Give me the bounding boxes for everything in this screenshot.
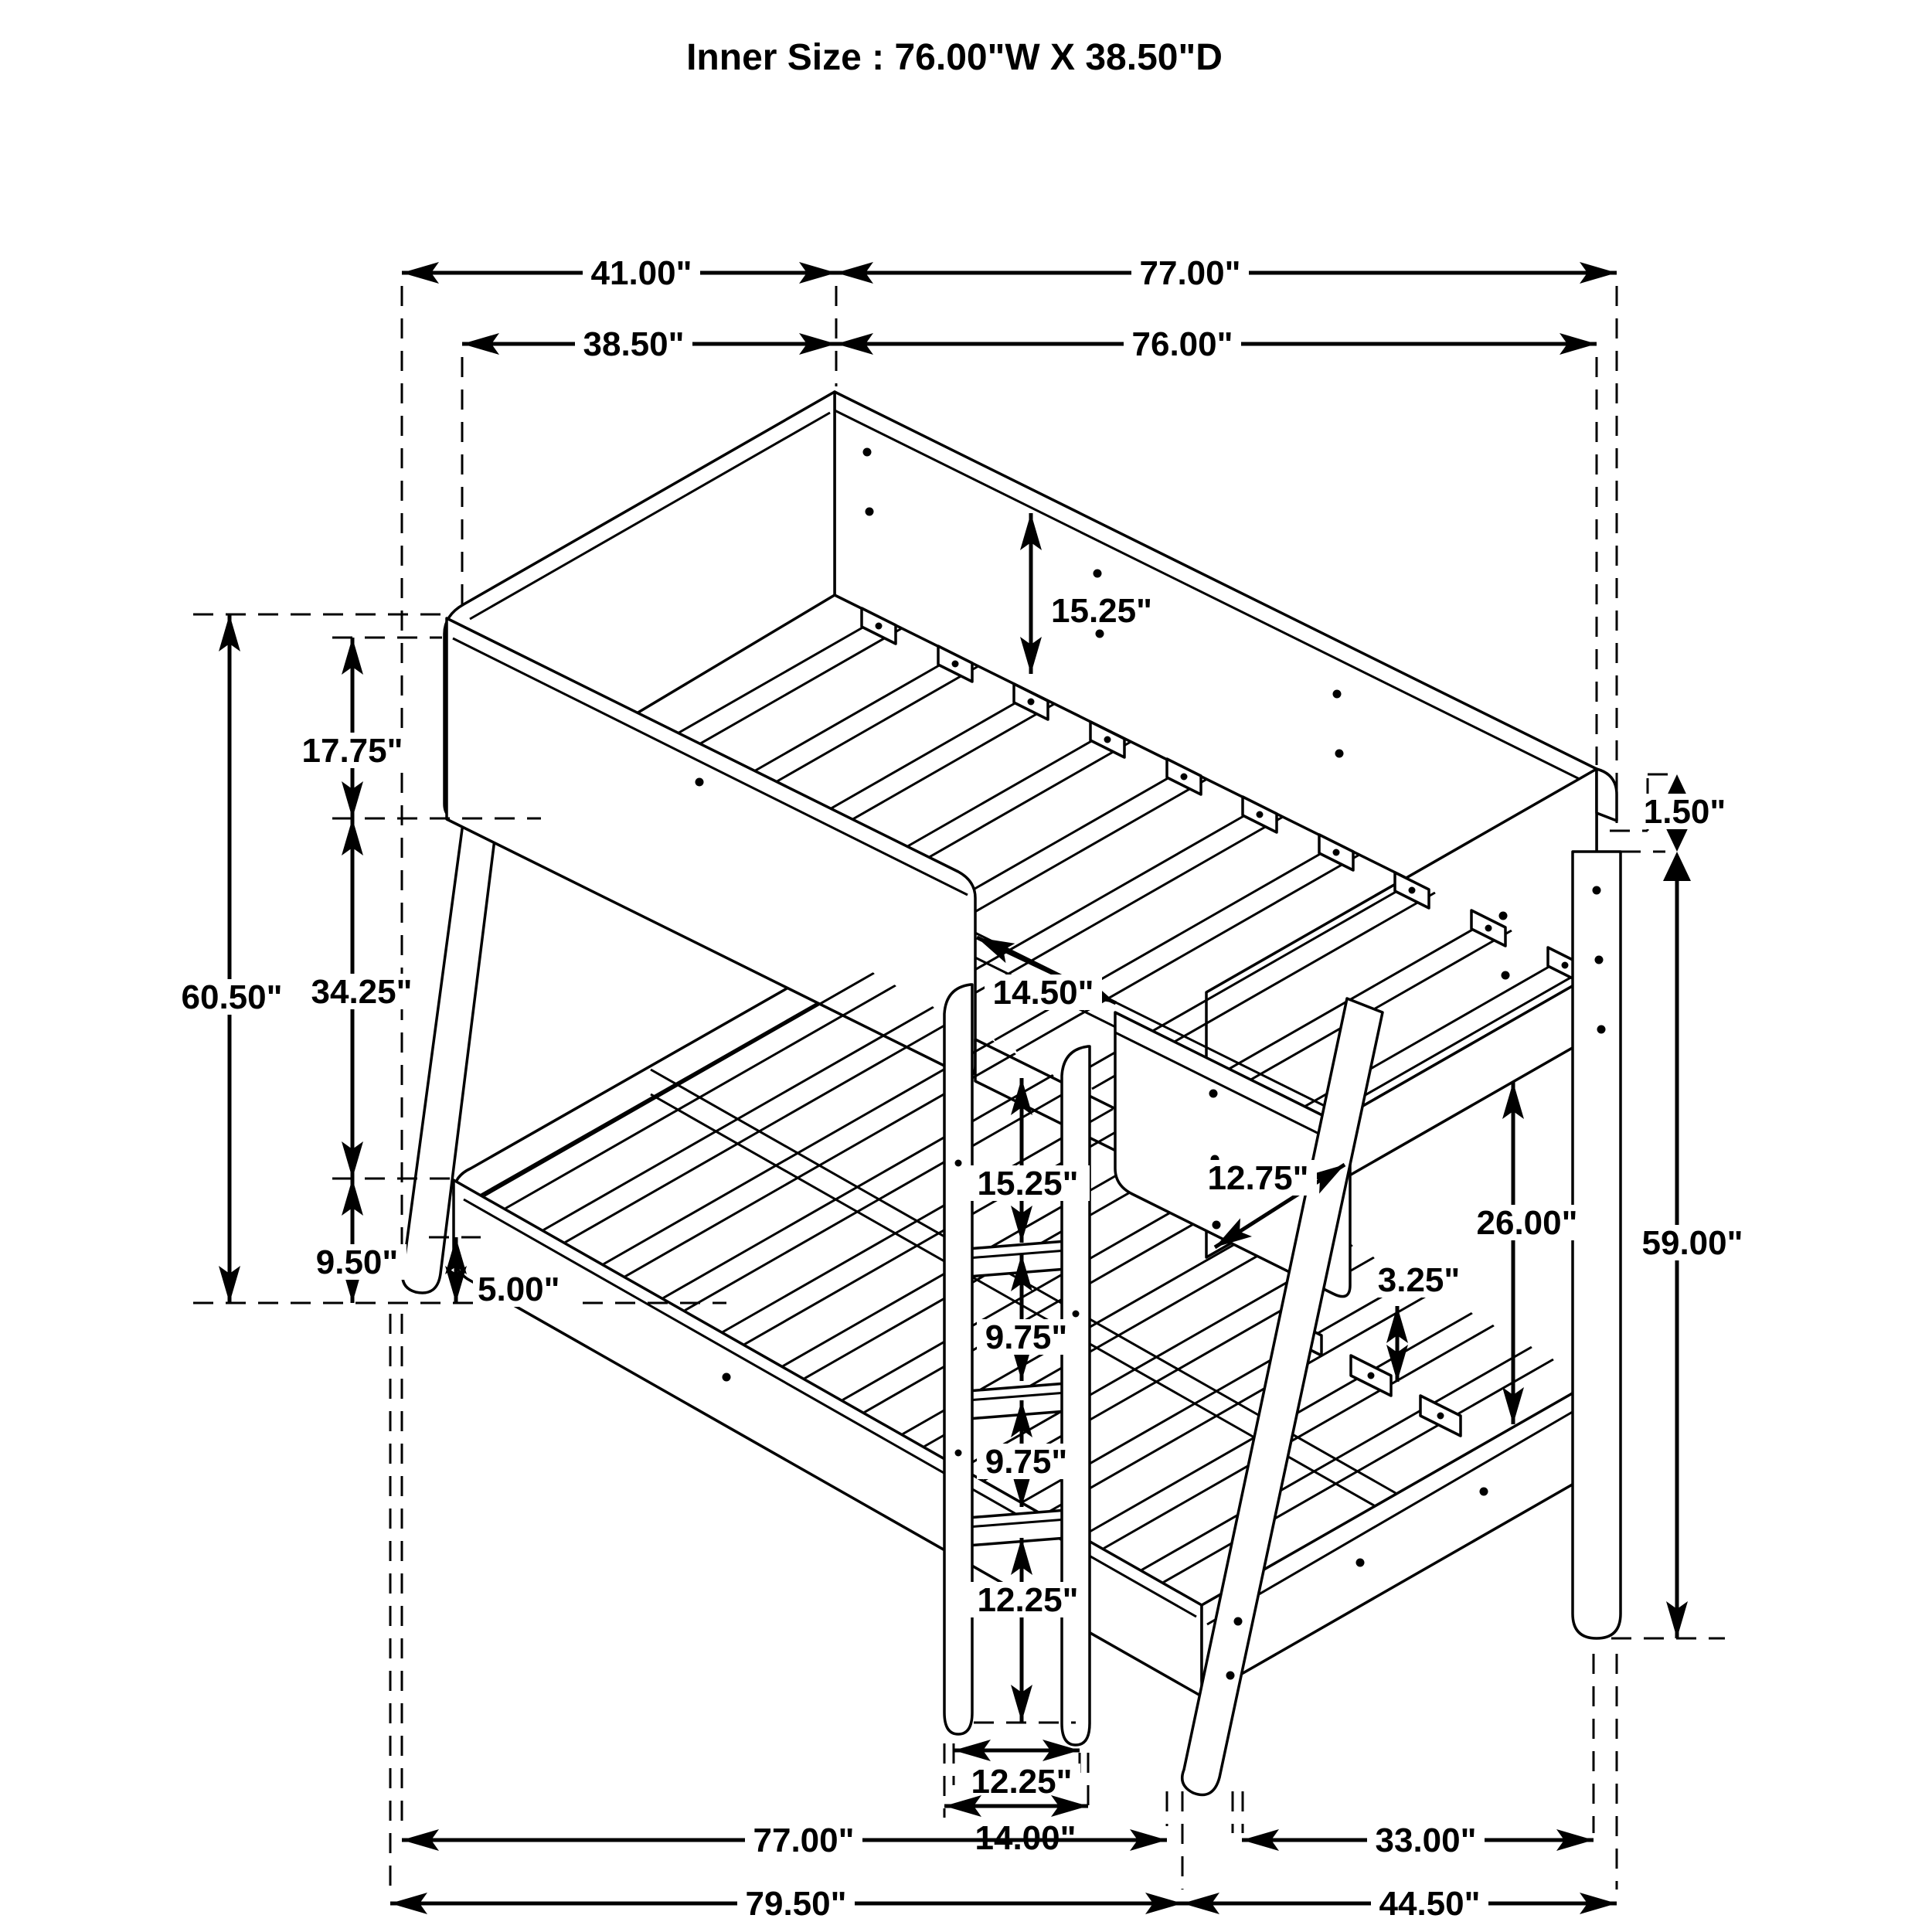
svg-text:1.50": 1.50" xyxy=(1643,793,1726,831)
right-rear-post xyxy=(1573,852,1621,1638)
dim-bottom-overall-length xyxy=(390,1885,1182,1923)
dim-rail-lip xyxy=(1635,774,1734,881)
svg-text:3.25": 3.25" xyxy=(1377,1261,1461,1299)
dim-inner-length xyxy=(836,325,1597,363)
svg-text:14.00": 14.00" xyxy=(975,1819,1077,1857)
svg-text:17.75": 17.75" xyxy=(301,732,403,770)
svg-text:26.00": 26.00" xyxy=(1476,1204,1578,1242)
dim-inner-depth xyxy=(462,325,836,363)
dim-right-section xyxy=(1242,1821,1594,1859)
ladder-rung xyxy=(968,1241,1066,1277)
svg-text:14.50": 14.50" xyxy=(992,974,1094,1012)
page-title: Inner Size : 76.00"W X 38.50"D xyxy=(686,37,1223,78)
dim-upper-rail-height xyxy=(294,638,411,818)
svg-text:15.25": 15.25" xyxy=(977,1165,1079,1202)
ladder-rung xyxy=(968,1510,1066,1546)
dim-lower-rail-height xyxy=(308,1179,406,1303)
svg-text:9.75": 9.75" xyxy=(985,1443,1068,1481)
lower-left-end-rail xyxy=(454,956,844,1204)
upper-front-panel xyxy=(447,618,975,1076)
ladder-rung xyxy=(968,1383,1066,1419)
svg-text:12.25": 12.25" xyxy=(971,1763,1073,1801)
svg-text:12.75": 12.75" xyxy=(1207,1159,1309,1197)
svg-text:79.50": 79.50" xyxy=(745,1885,847,1923)
svg-text:44.50": 44.50" xyxy=(1379,1885,1481,1923)
dim-bottom-right-section xyxy=(1182,1885,1617,1923)
svg-text:5.00": 5.00" xyxy=(478,1270,560,1308)
svg-text:34.25": 34.25" xyxy=(311,973,413,1011)
svg-text:9.50": 9.50" xyxy=(315,1243,399,1281)
svg-text:76.00": 76.00" xyxy=(1131,325,1233,363)
dim-overall-height xyxy=(172,614,292,1303)
svg-text:12.25": 12.25" xyxy=(977,1581,1079,1619)
dim-ladder-opening xyxy=(977,937,1116,1012)
svg-text:9.75": 9.75" xyxy=(985,1318,1068,1356)
svg-text:59.00": 59.00" xyxy=(1641,1224,1743,1262)
svg-text:33.00": 33.00" xyxy=(1375,1821,1477,1859)
ladder-left-rail xyxy=(944,985,972,1734)
svg-text:77.00": 77.00" xyxy=(1139,254,1241,292)
dim-ladder-width xyxy=(944,1806,1088,1857)
ladder-right-rail xyxy=(1062,1046,1090,1745)
svg-text:77.00": 77.00" xyxy=(753,1821,855,1859)
svg-text:60.50": 60.50" xyxy=(181,978,283,1016)
dim-rung-width xyxy=(954,1750,1080,1801)
svg-text:41.00": 41.00" xyxy=(590,254,692,292)
dim-post-height xyxy=(1632,881,1753,1638)
svg-text:15.25": 15.25" xyxy=(1051,592,1152,630)
svg-text:38.50": 38.50" xyxy=(583,325,685,363)
dim-top-overall-length xyxy=(836,254,1617,292)
dim-top-overall-depth xyxy=(402,254,836,292)
